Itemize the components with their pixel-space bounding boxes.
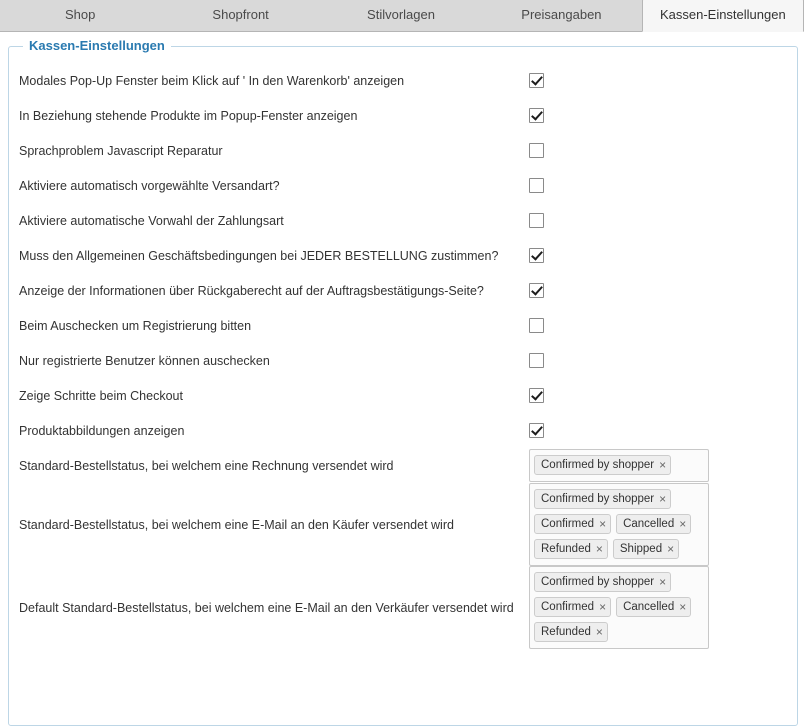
token-remove-icon[interactable]: × (667, 542, 675, 556)
setting-control (529, 248, 787, 263)
token-remove-icon[interactable]: × (595, 625, 603, 639)
setting-label: Beim Auschecken um Registrierung bitten (19, 318, 252, 333)
setting-row (19, 168, 787, 203)
setting-label: Sprachproblem Javascript Reparatur (19, 143, 223, 158)
checkbox-show-checkout-steps[interactable] (529, 388, 544, 403)
tab-preisangaben[interactable]: Preisangaben (521, 7, 602, 22)
token[interactable] (534, 572, 671, 592)
checkbox-ask-registration[interactable] (529, 318, 544, 333)
token[interactable] (534, 514, 611, 534)
setting-control (529, 143, 787, 158)
setting-control (529, 449, 787, 482)
token-remove-icon[interactable]: × (595, 542, 603, 556)
setting-row (19, 238, 787, 273)
setting-row (19, 448, 787, 483)
checkbox-show-product-images[interactable] (529, 423, 544, 438)
setting-label: Zeige Schritte beim Checkout (19, 388, 183, 403)
setting-label: Modales Pop-Up Fenster beim Klick auf ' In den Warenkorb' anzeigen (19, 73, 405, 88)
setting-row (19, 378, 787, 413)
token-remove-icon[interactable]: × (659, 458, 667, 472)
setting-row (19, 98, 787, 133)
token-label: Cancelled (623, 601, 675, 613)
tab-shopfront[interactable]: Shopfront (212, 7, 269, 22)
token-label: Confirmed by shopper (541, 576, 655, 588)
token-label: Confirmed by shopper (541, 459, 655, 471)
token-remove-icon[interactable]: × (599, 600, 607, 614)
setting-row (19, 273, 787, 308)
token-label: Refunded (541, 543, 591, 555)
token[interactable] (616, 597, 691, 617)
setting-control (529, 178, 787, 193)
token-remove-icon[interactable]: × (679, 600, 687, 614)
checkbox-preselect-payment[interactable] (529, 213, 544, 228)
setting-row (19, 203, 787, 238)
token[interactable] (534, 597, 611, 617)
setting-label: In Beziehung stehende Produkte im Popup-Fenster anzeigen (19, 108, 358, 123)
panel-legend: Kassen-Einstellungen (23, 38, 171, 53)
setting-label: Standard-Bestellstatus, bei welchem eine Rechnung versendet wird (19, 458, 394, 473)
setting-row (19, 343, 787, 378)
setting-control (529, 213, 787, 228)
setting-row (19, 483, 787, 566)
token-label: Cancelled (623, 518, 675, 530)
setting-row (19, 566, 787, 649)
checkbox-related-products[interactable] (529, 108, 544, 123)
token[interactable] (616, 514, 691, 534)
setting-control (529, 388, 787, 403)
setting-control (529, 423, 787, 438)
token-label: Confirmed (541, 601, 595, 613)
token-label: Shipped (619, 543, 663, 555)
setting-control (529, 283, 787, 298)
multiselect-invoice-status[interactable] (529, 449, 709, 482)
setting-label: Produktabbildungen anzeigen (19, 423, 185, 438)
setting-label: Aktiviere automatisch vorgewählte Versandart? (19, 178, 280, 193)
checkbox-agree-terms[interactable] (529, 248, 544, 263)
checkout-settings-panel (8, 38, 798, 726)
token[interactable] (534, 622, 608, 642)
tab-shop[interactable]: Shop (65, 7, 96, 22)
setting-row (19, 308, 787, 343)
token-remove-icon[interactable]: × (659, 492, 667, 506)
setting-control (529, 353, 787, 368)
token-remove-icon[interactable]: × (679, 517, 687, 531)
setting-control (529, 73, 787, 88)
token-label: Refunded (541, 626, 591, 638)
tab-stilvorlagen[interactable]: Stilvorlagen (367, 7, 435, 22)
token[interactable] (534, 489, 671, 509)
token[interactable] (534, 539, 608, 559)
setting-row (19, 63, 787, 98)
setting-label: Muss den Allgemeinen Geschäftsbedingungen bei JEDER BESTELLUNG zustimmen? (19, 248, 499, 263)
checkbox-modal-popup[interactable] (529, 73, 544, 88)
token[interactable] (534, 455, 671, 475)
checkbox-registered-only[interactable] (529, 353, 544, 368)
checkbox-show-return-policy[interactable] (529, 283, 544, 298)
tab-kassen-einstellungen[interactable]: Kassen-Einstellungen (642, 0, 804, 32)
setting-label: Standard-Bestellstatus, bei welchem eine E-Mail an den Käufer versendet wird (19, 517, 454, 532)
setting-label: Aktiviere automatische Vorwahl der Zahlungsart (19, 213, 284, 228)
token[interactable] (613, 539, 679, 559)
setting-label: Default Standard-Bestellstatus, bei welchem eine E-Mail an den Verkäufer versendet wird (19, 600, 514, 615)
token-remove-icon[interactable]: × (659, 575, 667, 589)
tab-bar (0, 0, 804, 32)
setting-row (19, 133, 787, 168)
multiselect-vendor-email-status[interactable] (529, 566, 709, 649)
multiselect-buyer-email-status[interactable] (529, 483, 709, 566)
setting-control (529, 318, 787, 333)
checkbox-javascript-fix[interactable] (529, 143, 544, 158)
setting-label: Nur registrierte Benutzer können auschecken (19, 353, 270, 368)
token-label: Confirmed (541, 518, 595, 530)
checkbox-preselect-shipping[interactable] (529, 178, 544, 193)
setting-control (529, 108, 787, 123)
token-remove-icon[interactable]: × (599, 517, 607, 531)
setting-control (529, 483, 787, 566)
setting-label: Anzeige der Informationen über Rückgaberecht auf der Auftragsbestätigungs-Seite? (19, 283, 484, 298)
setting-control (529, 566, 787, 649)
setting-row (19, 413, 787, 448)
token-label: Confirmed by shopper (541, 493, 655, 505)
